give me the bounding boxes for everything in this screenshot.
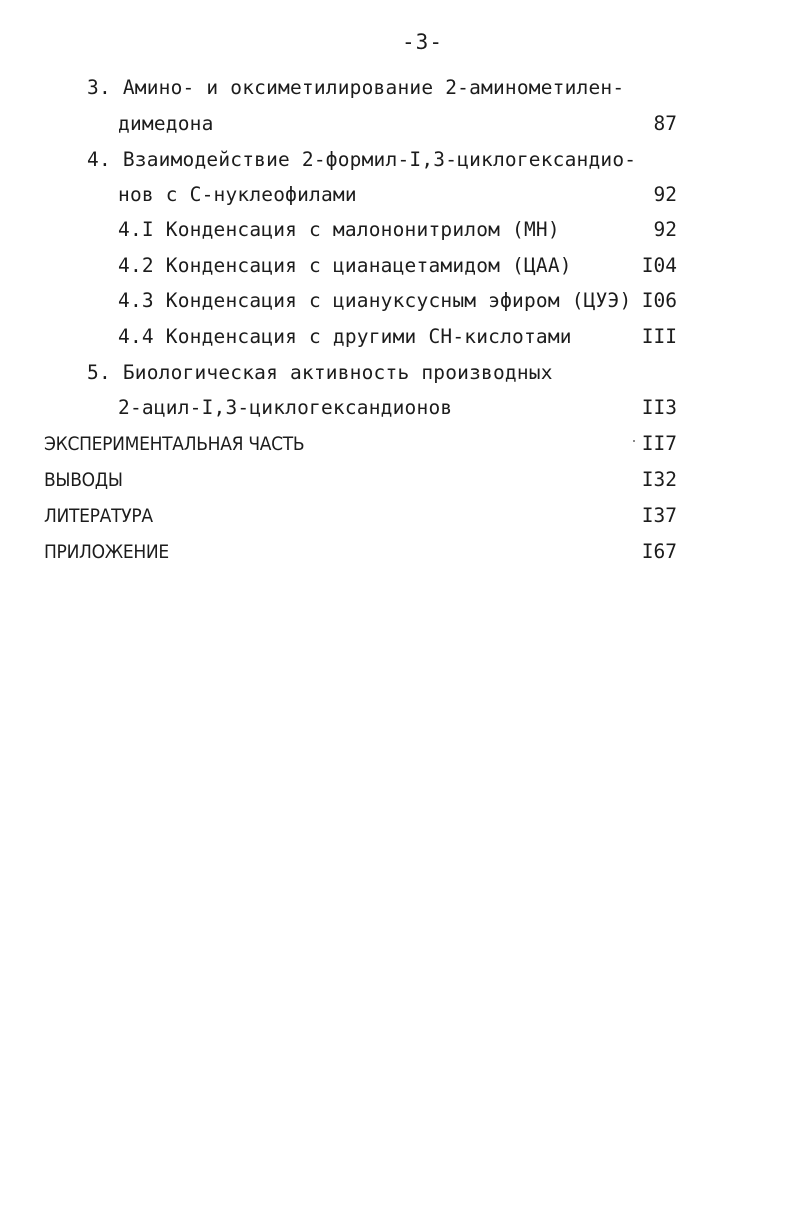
toc-conclusions: ВЫВОДЫ: [44, 469, 123, 491]
toc-entry-5-page: II3: [641, 396, 677, 419]
toc-literature: ЛИТЕРАТУРА: [44, 505, 153, 527]
toc-entry-4-line1: 4. Взаимодействие 2-формил-I,3-циклогександио-: [87, 148, 637, 171]
toc-entry-4-2-page: I04: [641, 254, 677, 277]
toc-entry-4-1: 4.I Конденсация с малононитрилом (МН): [118, 218, 560, 241]
toc-entry-4-page: 92: [653, 183, 677, 206]
toc-entry-3-line1: 3. Амино- и оксиметилирование 2-аминометилен-: [87, 76, 625, 99]
toc-entry-4-4-page: III: [641, 325, 677, 348]
toc-entry-4-3-page: I06: [641, 289, 677, 312]
toc-entry-3-page: 87: [653, 112, 677, 135]
toc-experimental-page: II7: [641, 432, 677, 455]
toc-entry-4-line2: нов с С-нуклеофилами: [118, 183, 357, 206]
toc-conclusions-page: I32: [641, 468, 677, 491]
toc-literature-page: I37: [641, 504, 677, 527]
toc-entry-5-line1: 5. Биологическая активность производных: [87, 361, 553, 384]
page-number: -3-: [402, 30, 443, 54]
toc-entry-3-line2: димедона: [118, 112, 214, 135]
toc-entry-4-2: 4.2 Конденсация с цианацетамидом (ЦАА): [118, 254, 572, 277]
toc-entry-4-4: 4.4 Конденсация с другими СН-кислотами: [118, 325, 572, 348]
toc-experimental: ЭКСПЕРИМЕНТАЛЬНАЯ ЧАСТЬ: [44, 433, 305, 455]
toc-entry-5-line2: 2-ацил-I,3-циклогександионов: [118, 396, 453, 419]
scan-speck: [633, 440, 635, 442]
toc-appendix: ПРИЛОЖЕНИЕ: [44, 541, 169, 563]
toc-entry-4-1-page: 92: [653, 218, 677, 241]
toc-appendix-page: I67: [641, 540, 677, 563]
toc-entry-4-3: 4.3 Конденсация с циануксусным эфиром (ЦУЭ): [118, 289, 632, 312]
